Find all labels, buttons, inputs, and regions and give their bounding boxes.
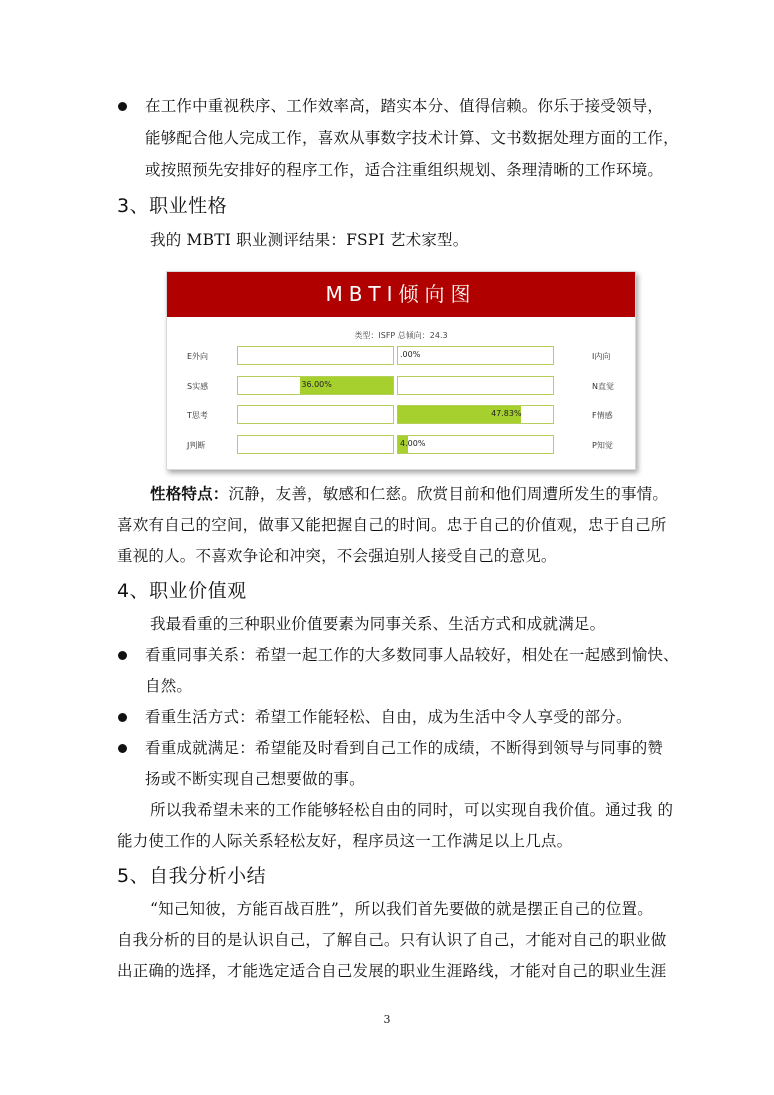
chart-bar-track-right: [397, 376, 554, 395]
bullet-dot: [118, 102, 127, 111]
summary-line-3: 出正确的选择，才能选定适合自己发展的职业生涯路线，才能对自己的职业生涯: [117, 962, 667, 980]
chart-bar-track-left: [237, 405, 394, 424]
traits-text-1: 沉静，友善，敏感和仁慈。欣赏目前和他们周遭所发生的事情。: [228, 485, 669, 503]
summary-line-1: “知己知彼，方能百战百胜”，所以我们首先要做的就是摆正自己的位置。: [150, 900, 653, 918]
chart-value-label: 4.00%: [400, 438, 426, 448]
chart-bar-track-right: [397, 346, 554, 365]
chart-right-label: P知觉: [592, 440, 613, 450]
traits-line-3: 重视的人。不喜欢争论和冲突，不会强迫别人接受自己的意见。: [117, 547, 557, 565]
chart-value-label: 47.83%: [491, 409, 522, 418]
page-number: 3: [383, 1013, 391, 1026]
value-1-line-1: 看重同事关系：希望一起工作的大多数同事人品较好，相处在一起感到愉快、: [145, 646, 679, 664]
chart-title: MBTI倾向图: [167, 272, 635, 317]
bullet-dot: [118, 651, 127, 660]
values-summary-line-1: 所以我希望未来的工作能够轻松自由的同时，可以实现自我价值。通过我 的: [150, 801, 674, 819]
section-4-heading: 4、职业价值观: [117, 580, 247, 602]
chart-right-label: N直觉: [592, 381, 614, 391]
traits-line-2: 喜欢有自己的空间，做事又能把握自己的时间。忠于自己的价值观，忠于自己所: [117, 516, 667, 534]
values-summary-line-2: 能力使工作的人际关系轻松友好，程序员这一工作满足以上几点。: [117, 832, 573, 850]
bullet1-line-3: 或按照预先安排好的程序工作，适合注重组织规划、条理清晰的工作环境。: [145, 161, 664, 179]
chart-bar-track-right: [397, 405, 554, 424]
traits-line-1: [150, 484, 668, 504]
chart-value-label: 36.00%: [301, 379, 332, 389]
chart-value-label: .00%: [400, 350, 421, 359]
value-1-line-2: 自然。: [145, 677, 193, 695]
bullet-dot: [118, 713, 127, 722]
section-3-intro: 我的 MBTI 职业测评结果：FSPI 艺术家型。: [150, 231, 469, 249]
mbti-chart: [166, 271, 636, 470]
chart-right-label: F情感: [592, 411, 613, 420]
section-4-intro: 我最看重的三种职业价值要素为同事关系、生活方式和成就满足。: [150, 615, 606, 633]
summary-line-2: 自我分析的目的是认识自己，了解自己。只有认识了自己，才能对自己的职业做: [117, 931, 667, 949]
chart-bar-track-left: [237, 435, 394, 454]
bullet1-line-1: 在工作中重视秩序、工作效率高，踏实本分、值得信赖。你乐于接受领导，: [145, 97, 664, 115]
bullet-dot: [118, 744, 127, 753]
value-3-line-2: 扬或不断实现自己想要做的事。: [145, 770, 365, 788]
chart-bar-track-left: [237, 376, 394, 395]
chart-left-label: J判断: [187, 440, 206, 450]
chart-subtitle: 类型：ISFP 总倾向：24.3: [354, 331, 448, 340]
chart-right-label: I内向: [592, 352, 611, 361]
section-5-heading: 5、自我分析小结: [117, 865, 267, 887]
bullet1-line-2: 能够配合他人完成工作，喜欢从事数字技术计算、文书数据处理方面的工作，: [145, 129, 679, 147]
chart-bar-track-right: [397, 435, 554, 454]
traits-label: 性格特点：: [150, 484, 229, 503]
value-2-line-1: 看重生活方式：希望工作能轻松、自由，成为生活中令人享受的部分。: [145, 708, 632, 726]
section-3-heading: 3、职业性格: [117, 195, 228, 217]
chart-left-label: E外向: [187, 352, 209, 361]
chart-left-label: T思考: [187, 411, 208, 420]
value-3-line-1: 看重成就满足：希望能及时看到自己工作的成绩，不断得到领导与同事的赞: [145, 739, 664, 757]
chart-left-label: S实感: [187, 381, 209, 391]
chart-bar-track-left: [237, 346, 394, 365]
